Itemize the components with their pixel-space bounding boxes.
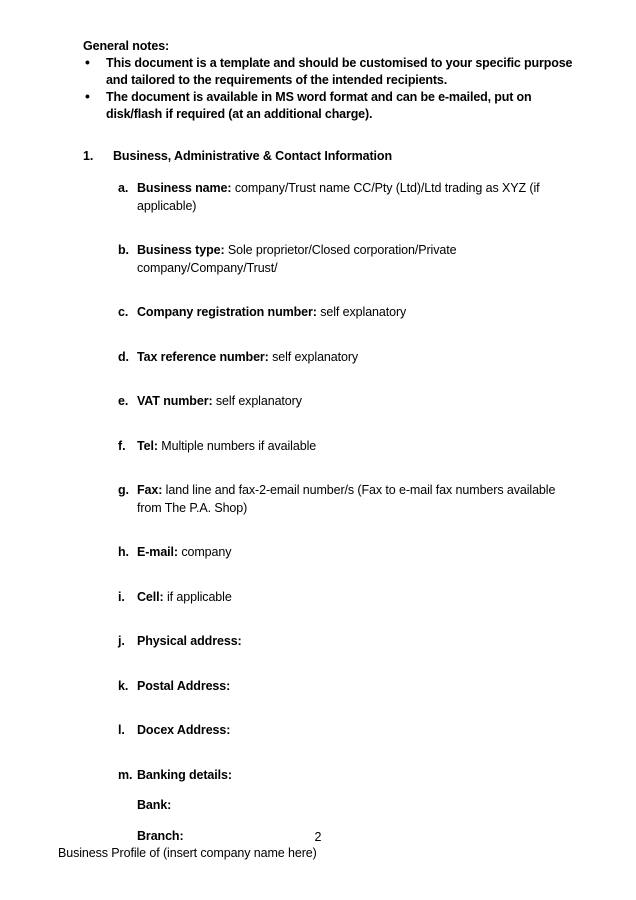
list-item xyxy=(118,180,583,215)
general-notes-title: General notes: xyxy=(83,39,170,53)
list-item-desc: company/Trust name CC/Pty (Ltd)/Ltd trading as XYZ (if applicable) xyxy=(137,181,540,213)
list-item xyxy=(118,304,583,322)
bullet-icon: • xyxy=(85,88,90,104)
list-item-desc: land line and fax-2-email number/s (Fax to e-mail fax numbers available from The P.A. Shop) xyxy=(137,483,556,515)
section-title: Business, Administrative & Contact Information xyxy=(113,149,393,163)
footer-text: Business Profile of (insert company name here) xyxy=(58,846,317,860)
list-item-term: Business type: xyxy=(137,243,225,257)
list-item-term: Cell: xyxy=(137,589,164,604)
list-item-marker: a. xyxy=(118,181,129,195)
list-item xyxy=(118,349,583,367)
list-item xyxy=(118,438,583,456)
list-item-desc: if applicable xyxy=(163,589,232,604)
list-item-term: Banking details: xyxy=(137,767,232,782)
general-notes-item xyxy=(83,89,583,123)
list-item-marker: g. xyxy=(118,483,129,497)
list-item-term: Fax: xyxy=(137,483,163,497)
general-notes-item xyxy=(83,55,583,89)
list-item-desc: self explanatory xyxy=(268,349,359,364)
list-item-term: E-mail: xyxy=(137,545,178,559)
list-item-marker: c. xyxy=(118,305,129,319)
list-item xyxy=(118,242,583,277)
page-number: 2 xyxy=(314,830,322,844)
list-item-desc: self explanatory xyxy=(212,394,302,408)
list-item-term: Physical address: xyxy=(137,634,242,648)
list-item-term: VAT number: xyxy=(137,394,213,408)
list-item-term: Postal Address: xyxy=(137,678,231,693)
list-item-term: Company registration number: xyxy=(137,305,317,319)
bullet-icon: • xyxy=(85,54,90,70)
list-item-desc: Multiple numbers if available xyxy=(157,438,317,453)
section-number: 1. xyxy=(83,149,94,163)
list-item xyxy=(118,678,583,696)
list-item-marker: m. xyxy=(118,767,133,782)
list-item-term: Tel: xyxy=(137,438,158,453)
list-item xyxy=(118,544,583,562)
business-information-list xyxy=(118,180,583,845)
list-item-marker: j. xyxy=(118,634,125,648)
list-item-marker: h. xyxy=(118,545,129,559)
list-item-marker: k. xyxy=(118,678,129,693)
list-item xyxy=(118,482,583,517)
list-item-marker: e. xyxy=(118,394,129,408)
list-item-desc: self explanatory xyxy=(316,305,407,319)
banking-sub-entry-branch: Branch: xyxy=(137,828,184,843)
list-item-marker: d. xyxy=(118,349,129,364)
list-item-marker: l. xyxy=(118,723,125,737)
list-item-term: Docex Address: xyxy=(137,723,231,737)
list-item-marker: f. xyxy=(118,438,126,453)
list-item-desc: Sole proprietor/Closed corporation/Private company/Company/Trust/ xyxy=(137,243,457,275)
general-notes-item-text: This document is a template and should be customised to your specific purpose and tailored to the requirements of the intended recipients. xyxy=(106,56,573,87)
section-heading xyxy=(83,148,392,165)
general-notes-item-text: The document is available in MS word format and can be e-mailed, put on disk/flash if required (at an additional charge). xyxy=(106,90,532,121)
list-item-term: Tax reference number: xyxy=(137,349,269,364)
general-notes-list xyxy=(83,55,583,123)
banking-sub-entry-bank: Bank: xyxy=(137,798,172,812)
list-item xyxy=(118,589,583,607)
list-item-marker: i. xyxy=(118,589,125,604)
list-item xyxy=(118,633,583,651)
list-item-desc: company xyxy=(177,545,232,559)
list-item-marker: b. xyxy=(118,243,129,257)
list-item-term: Business name: xyxy=(137,181,232,195)
list-item xyxy=(118,722,583,740)
general-notes-block xyxy=(83,38,583,123)
list-item xyxy=(118,393,583,411)
